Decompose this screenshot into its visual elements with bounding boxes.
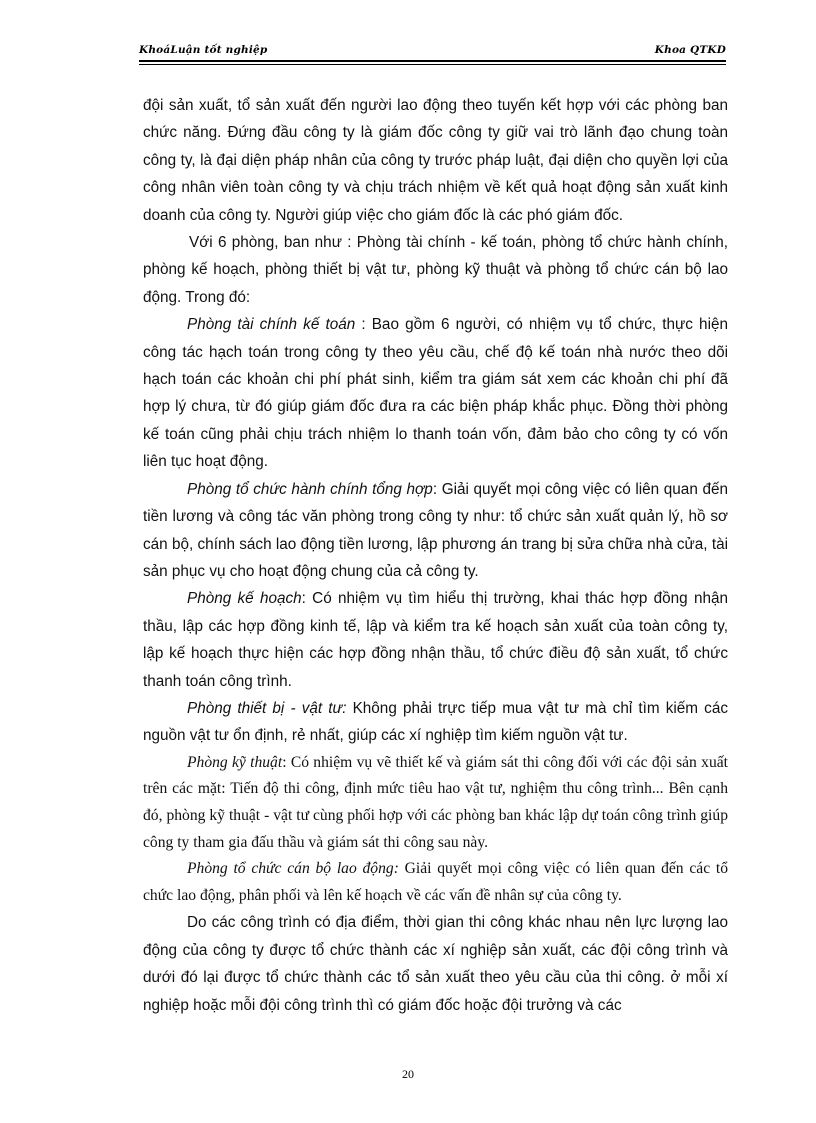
paragraph-admin-general bbox=[143, 476, 728, 586]
paragraph-finance-accounting bbox=[143, 311, 728, 475]
personnel-body: Giải quyết mọi công việc có liên quan đến các tổ chức lao động, phân phối và lên kế hoạch về các vấn đề nhân sự của công ty. bbox=[143, 860, 728, 904]
document-body bbox=[143, 92, 728, 1019]
paragraph-departments-intro: Với 6 phòng, ban như : Phòng tài chính - kế toán, phòng tổ chức hành chính, phòng kế hoạch, phòng thiết bị vật tư, phòng kỹ thuật và phòng tổ chức cán bộ lao động. Trong đó: bbox=[143, 234, 728, 306]
header-rule-thick bbox=[139, 60, 726, 62]
page-header bbox=[139, 44, 726, 64]
admin-general-body: : Giải quyết mọi công việc có liên quan đến tiền lương và công tác văn phòng trong công ty như: tổ chức sản xuất quản lý, hồ sơ cán bộ, chính sách lao động tiền lương, lập phương án trang bị sửa chữa nhà cửa, tài sản phục vụ cho hoạt động chung của cả công ty. bbox=[143, 480, 728, 580]
paragraph-technical bbox=[143, 750, 728, 856]
paragraph-equipment-materials bbox=[143, 695, 728, 750]
planning-body: : Có nhiệm vụ tìm hiểu thị trường, khai thác hợp đồng nhận thầu, lập các hợp đồng kinh tế, lập và kiểm tra kế hoạch sản xuất của toàn công ty, lập kế hoạch thực hiện các hợp đồng nhận thầu, tổ chức điều độ sản xuất, tổ chức thanh toán công trình. bbox=[143, 590, 728, 690]
page-number: 20 bbox=[402, 1067, 414, 1081]
technical-title: Phòng kỹ thuật bbox=[187, 753, 283, 771]
finance-accounting-body: : Bao gồm 6 người, có nhiệm vụ tổ chức, thực hiện công tác hạch toán trong công ty theo yêu cầu, chế độ kế toán nhà nước theo dõi hạch toán các khoản chi phí phát sinh, kiểm tra giám sát xem các khoản chi phí đã hợp lý chưa, từ đó giúp giám đốc đưa ra các biện pháp khắc phục. Đồng thời phòng kế toán cũng phải chịu trách nhiệm lo thanh toán vốn, đảm bảo cho công ty có vốn liên tục hoạt động. bbox=[143, 316, 728, 471]
paragraph-personnel bbox=[143, 856, 728, 909]
paragraph-company-leadership: đội sản xuất, tổ sản xuất đến người lao động theo tuyến kết hợp với các phòng ban chức năng. Đứng đầu công ty là giám đốc công ty giữ vai trò lãnh đạo chung toàn công ty, là đại diện pháp nhân của công ty trước pháp luật, đại diện cho quyền lợi của công nhân viên toàn công ty và chịu trách nhiệm về kết quả hoạt động sản xuất kinh doanh của công ty. Người giúp việc cho giám đốc là các phó giám đốc. bbox=[143, 97, 728, 224]
paragraph-planning bbox=[143, 585, 728, 695]
personnel-title: Phòng tổ chức cán bộ lao động: bbox=[187, 860, 399, 878]
equipment-materials-body: Không phải trực tiếp mua vật tư mà chỉ tìm kiếm các nguồn vật tư ổn định, rẻ nhất, giúp các xí nghiệp tìm kiếm nguồn vật tư. bbox=[143, 699, 728, 745]
technical-body: : Có nhiệm vụ vẽ thiết kế và giám sát thi công đối với các đội sản xuất trên các mặt: Tiến độ thi công, định mức tiêu hao vật tư, nghiệm thu công trình... Bên cạnh đó, phòng kỹ thuật - vật tư cùng phối hợp với các phòng ban khác lập dự toán công trình giúp công ty tham gia đấu thầu và giám sát thi công sau này. bbox=[143, 753, 728, 851]
header-faculty-label: Khoa QTKD bbox=[654, 44, 726, 56]
planning-title: Phòng kế hoạch bbox=[187, 590, 302, 608]
admin-general-title: Phòng tổ chức hành chính tổng hợp bbox=[187, 480, 433, 498]
header-rule-thin bbox=[139, 64, 726, 65]
paragraph-workforce-organization: Do các công trình có địa điểm, thời gian thi công khác nhau nên lực lượng lao động của công ty được tổ chức thành các xí nghiệp sản xuất, các đội công trình và dưới đó lại được tổ chức thành các tổ sản xuất theo yêu cầu của thi công. ở mỗi xí nghiệp hoặc mỗi đội công trình thì có giám đốc hoặc đội trưởng và các bbox=[143, 914, 728, 1014]
header-thesis-label: KhoáLuận tốt nghiệp bbox=[139, 44, 268, 56]
equipment-materials-title: Phòng thiết bị - vật tư: bbox=[187, 699, 347, 717]
finance-accounting-title: Phòng tài chính kế toán bbox=[187, 316, 356, 334]
